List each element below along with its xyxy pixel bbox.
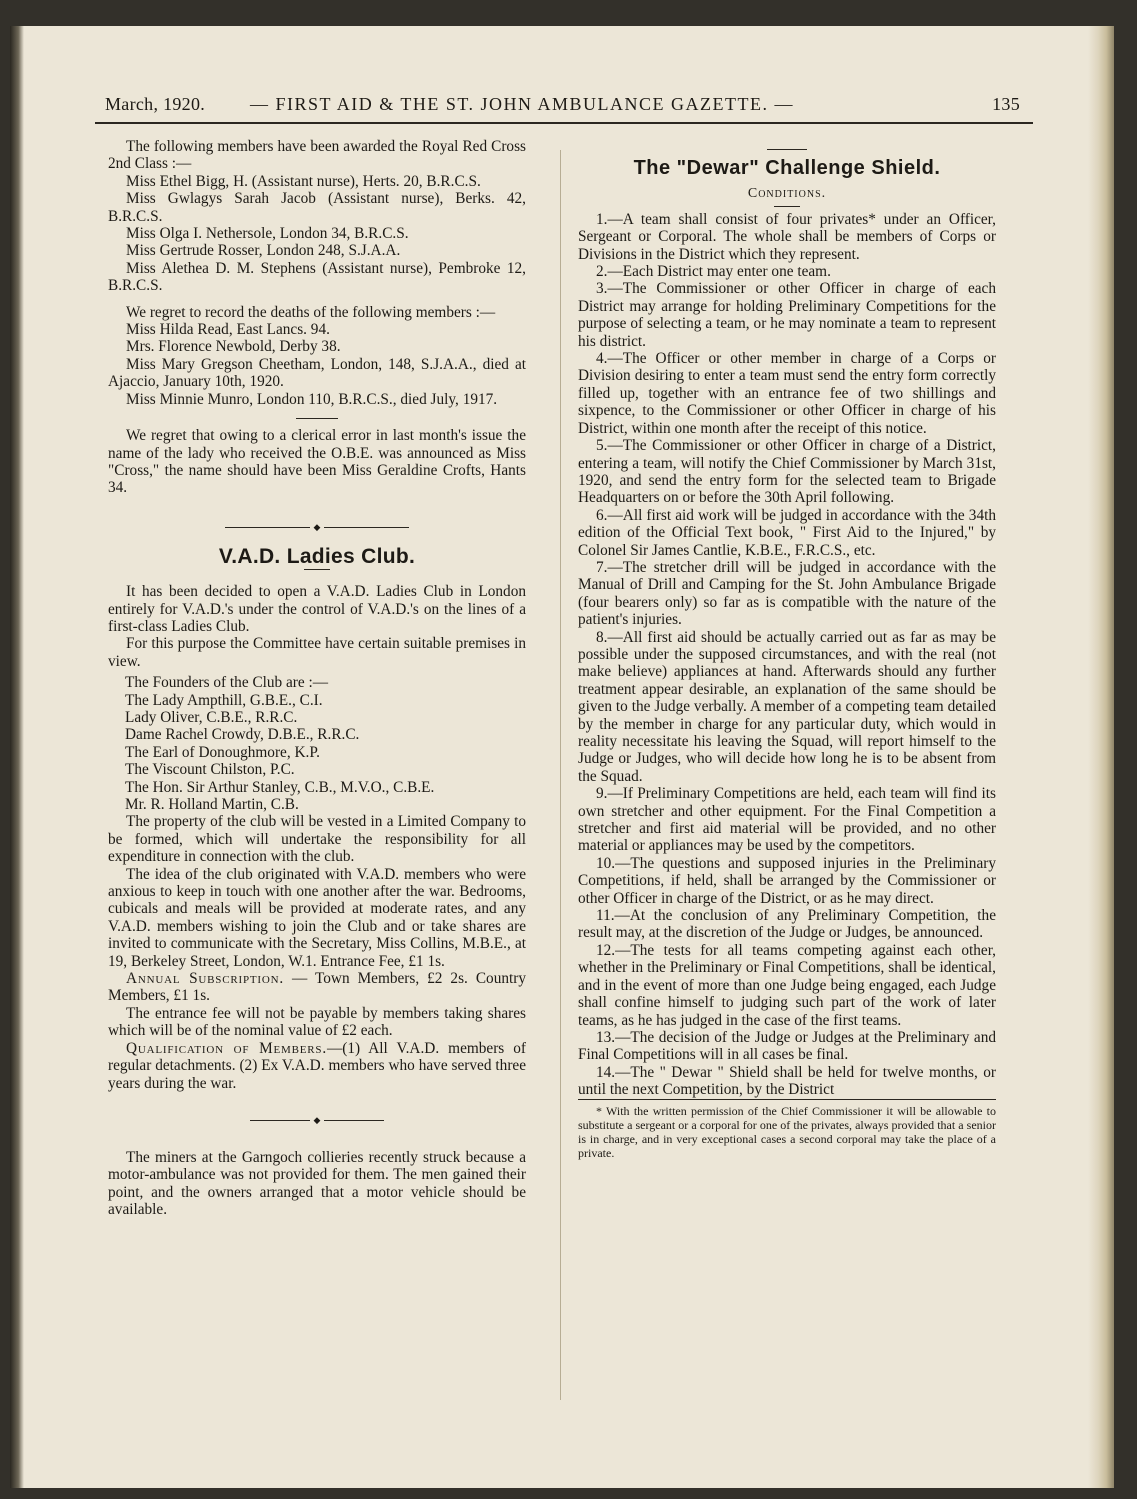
condition-item: 7.—The stretcher drill will be judged in accordance with the Manual of Drill and Camping for the St. John Ambulance Brigade (four bearers only) so far as is compatible with the nature of the patient's injuries. <box>578 558 996 629</box>
club-paragraph: For this purpose the Committee have certain suitable premises in view. <box>108 635 526 670</box>
awards-intro: The following members have been awarded the Royal Red Cross 2nd Class :— <box>108 138 526 173</box>
club-paragraph: It has been decided to open a V.A.D. Ladies Club in London entirely for V.A.D.'s under the control of V.A.D.'s on the lines of a first-class Ladies Club. <box>108 583 526 635</box>
correction-notice: We regret that owing to a clerical error in last month's issue the name of the lady who received the O.B.E. was announced as Miss "Cross," the name should have been Miss Geraldine Crofts, Hants 34. <box>108 427 526 497</box>
death-entry: Mrs. Florence Newbold, Derby 38. <box>126 338 341 356</box>
condition-item: 4.—The Officer or other member in charge of a Corps or Division desiring to enter a team must send the entry form correctly filled up, together with an entrance fee of two shillings and sixpence, to the Commissioner or other Officer in charge of his District, within one month after the receipt of this notice. <box>578 350 996 437</box>
founder-entry: The Viscount Chilston, P.C. <box>125 761 295 779</box>
qualification-text: —(1) All V.A.D. members of regular detachments. (2) Ex V.A.D. members who have served three years during the war. <box>108 1039 527 1092</box>
condition-item: 3.—The Commissioner or other Officer in charge of each District may arrange for holding Preliminary Competitions for the purpose of selecting a team, or he may nominate a team to represent his district. <box>578 280 996 350</box>
header-rule <box>95 122 1033 124</box>
page-edge <box>1088 26 1114 1488</box>
deaths-intro: We regret to record the deaths of the following members :— <box>126 303 496 321</box>
qualification-label: Qualification of Members. <box>126 1039 327 1057</box>
founder-entry: Mr. R. Holland Martin, C.B. <box>125 796 299 813</box>
condition-item: 1.—A team shall consist of four privates* under an Officer, Sergeant or Corporal. The whole shall be members of Corps or Divisions in the District which they represent. <box>578 210 996 263</box>
condition-item: 10.—The questions and supposed injuries in the Preliminary Competitions, if held, shall be arranged by the Commissioner or other Officer in charge of the District, or as he may direct. <box>578 854 996 907</box>
column-divider <box>560 150 561 1400</box>
qualification-paragraph <box>108 1040 526 1092</box>
death-entry: Miss Hilda Read, East Lancs. 94. <box>126 321 330 339</box>
condition-item: 14.—The " Dewar " Shield shall be held for twelve months, or until the next Competition, by the District <box>578 1063 996 1099</box>
condition-item: 8.—All first aid should be actually carried out as far as may be possible under the supposed circumstances, and with the real (not make believe) appliances at hand. Afterwards should any further treatment appear desirable, an explanation of the same should be given to the Judge verbally. A member of a competing team detailed by the member in charge for any particular duty, which would in reality necessitate his leaving the Squad, will report himself to the Judge or Judges, who will decide how long he is to be absent from the Squad. <box>578 628 996 785</box>
award-entry: Miss Alethea D. M. Stephens (Assistant nurse), Pembroke 12, B.R.C.S. <box>108 259 526 295</box>
club-paragraph: The idea of the club originated with V.A.D. members who were anxious to keep in touch with one another after the war. Bedrooms, cubicals and meals will be provided at moderate rates, and any V.A.D. members wishing to join the Club and or take shares are invited to communicate with the Secretary, Miss Collins, M.B.E., at 19, Berkeley Street, London, W.1. Entrance Fee, £1 1s. <box>108 865 526 970</box>
right-column <box>578 145 996 1160</box>
section-rule <box>296 418 338 419</box>
condition-item: 2.—Each District may enter one team. <box>596 263 831 281</box>
award-entry: Miss Gertrude Rosser, London 248, S.J.A.A. <box>126 242 401 260</box>
club-paragraph: The entrance fee will not be payable by members taking shares which will be of the nominal value of £2 each. <box>108 1004 526 1040</box>
issue-date: March, 1920. <box>105 94 206 114</box>
subheading-rule <box>774 206 800 207</box>
condition-item: 5.—The Commissioner or other Officer in charge of a District, entering a team, will notify the Chief Commissioner by March 31st, 1920, and send the entry form for the selected team to Brigade Headquarters on or before the 30th April following. <box>578 437 996 507</box>
top-rule <box>767 149 807 150</box>
death-entry: Miss Minnie Munro, London 110, B.R.C.S., died July, 1917. <box>126 390 498 408</box>
founder-entry: Dame Rachel Crowdy, D.B.E., R.R.C. <box>125 726 360 744</box>
running-header <box>105 94 1020 120</box>
founders-intro: The Founders of the Club are :— <box>125 674 329 692</box>
publication-title: — FIRST AID & THE ST. JOHN AMBULANCE GAZETTE. — <box>250 94 795 114</box>
subscription-label: Annual Subscription. <box>126 970 284 988</box>
section-ornament: ◆ <box>108 1116 526 1125</box>
section-ornament: ◆ <box>108 523 526 532</box>
footnote: * With the written permission of the Chief Commissioner it will be allowable to substitute a sergeant or a corporal for one of the privates, always provided that a senior is in charge, and in very exceptional cases a second corporal may take the place of a private. <box>578 1099 996 1160</box>
condition-item: 9.—If Preliminary Competitions are held, each team will find its own stretcher and other equipment. For the Final Competition a stretcher and first aid material will be provided, and no other material or appliances may be used by the competitors. <box>578 785 996 855</box>
death-entry: Miss Mary Gregson Cheetham, London, 148, S.J.A.A., died at Ajaccio, January 10th, 1920. <box>108 355 526 391</box>
award-entry: Miss Gwlagys Sarah Jacob (Assistant nurse), Berks. 42, B.R.C.S. <box>108 190 526 225</box>
left-column <box>108 138 526 1219</box>
conditions-subheading: Conditions. <box>747 186 827 202</box>
founder-entry: Lady Oliver, C.B.E., R.R.C. <box>125 708 298 726</box>
founder-entry: The Lady Ampthill, G.B.E., C.I. <box>125 691 323 709</box>
founder-entry: The Hon. Sir Arthur Stanley, C.B., M.V.O., C.B.E. <box>125 778 435 796</box>
condition-item: 11.—At the conclusion of any Preliminary Competition, the result may, at the discretion of the Judge or Judges, be announced. <box>578 907 996 942</box>
subscription-paragraph <box>108 970 526 1005</box>
heading-rule <box>304 569 330 570</box>
condition-item: 13.—The decision of the Judge or Judges at the Preliminary and Final Competitions will in all cases be final. <box>578 1028 996 1064</box>
club-paragraph: The property of the club will be vested in a Limited Company to be formed, which will undertake the responsibility for all expenditure in connection with the club. <box>108 813 526 866</box>
founder-entry: The Earl of Donoughmore, K.P. <box>125 743 320 761</box>
condition-item: 12.—The tests for all teams competing against each other, whether in the Preliminary or Final Competitions, shall be identical, and in the event of more than one Judge being engaged, each Judge shall confine himself to judging such part of the work of later teams, as he has judged in the case of the first teams. <box>578 941 996 1029</box>
award-entry: Miss Ethel Bigg, H. (Assistant nurse), Herts. 20, B.R.C.S. <box>126 172 481 190</box>
award-entry: Miss Olga I. Nethersole, London 34, B.R.C.S. <box>126 225 409 243</box>
shield-heading: The "Dewar" Challenge Shield. <box>633 157 941 179</box>
binding-gutter <box>10 26 24 1488</box>
condition-item: 6.—All first aid work will be judged in accordance with the 34th edition of the Official Text book, " First Aid to the Injured," by Colonel Sir James Cantlie, K.B.E., F.R.C.S., etc. <box>578 506 996 559</box>
miners-news: The miners at the Garngoch collieries recently struck because a motor-ambulance was not provided for them. The men gained their point, and the owners arranged that a motor vehicle should be available. <box>108 1148 526 1219</box>
club-heading: V.A.D. Ladies Club. <box>218 544 416 568</box>
page-number: 135 <box>992 94 1020 114</box>
subscription-text: — Town Members, £2 2s. Country Members, £1 1s. <box>108 970 526 1005</box>
